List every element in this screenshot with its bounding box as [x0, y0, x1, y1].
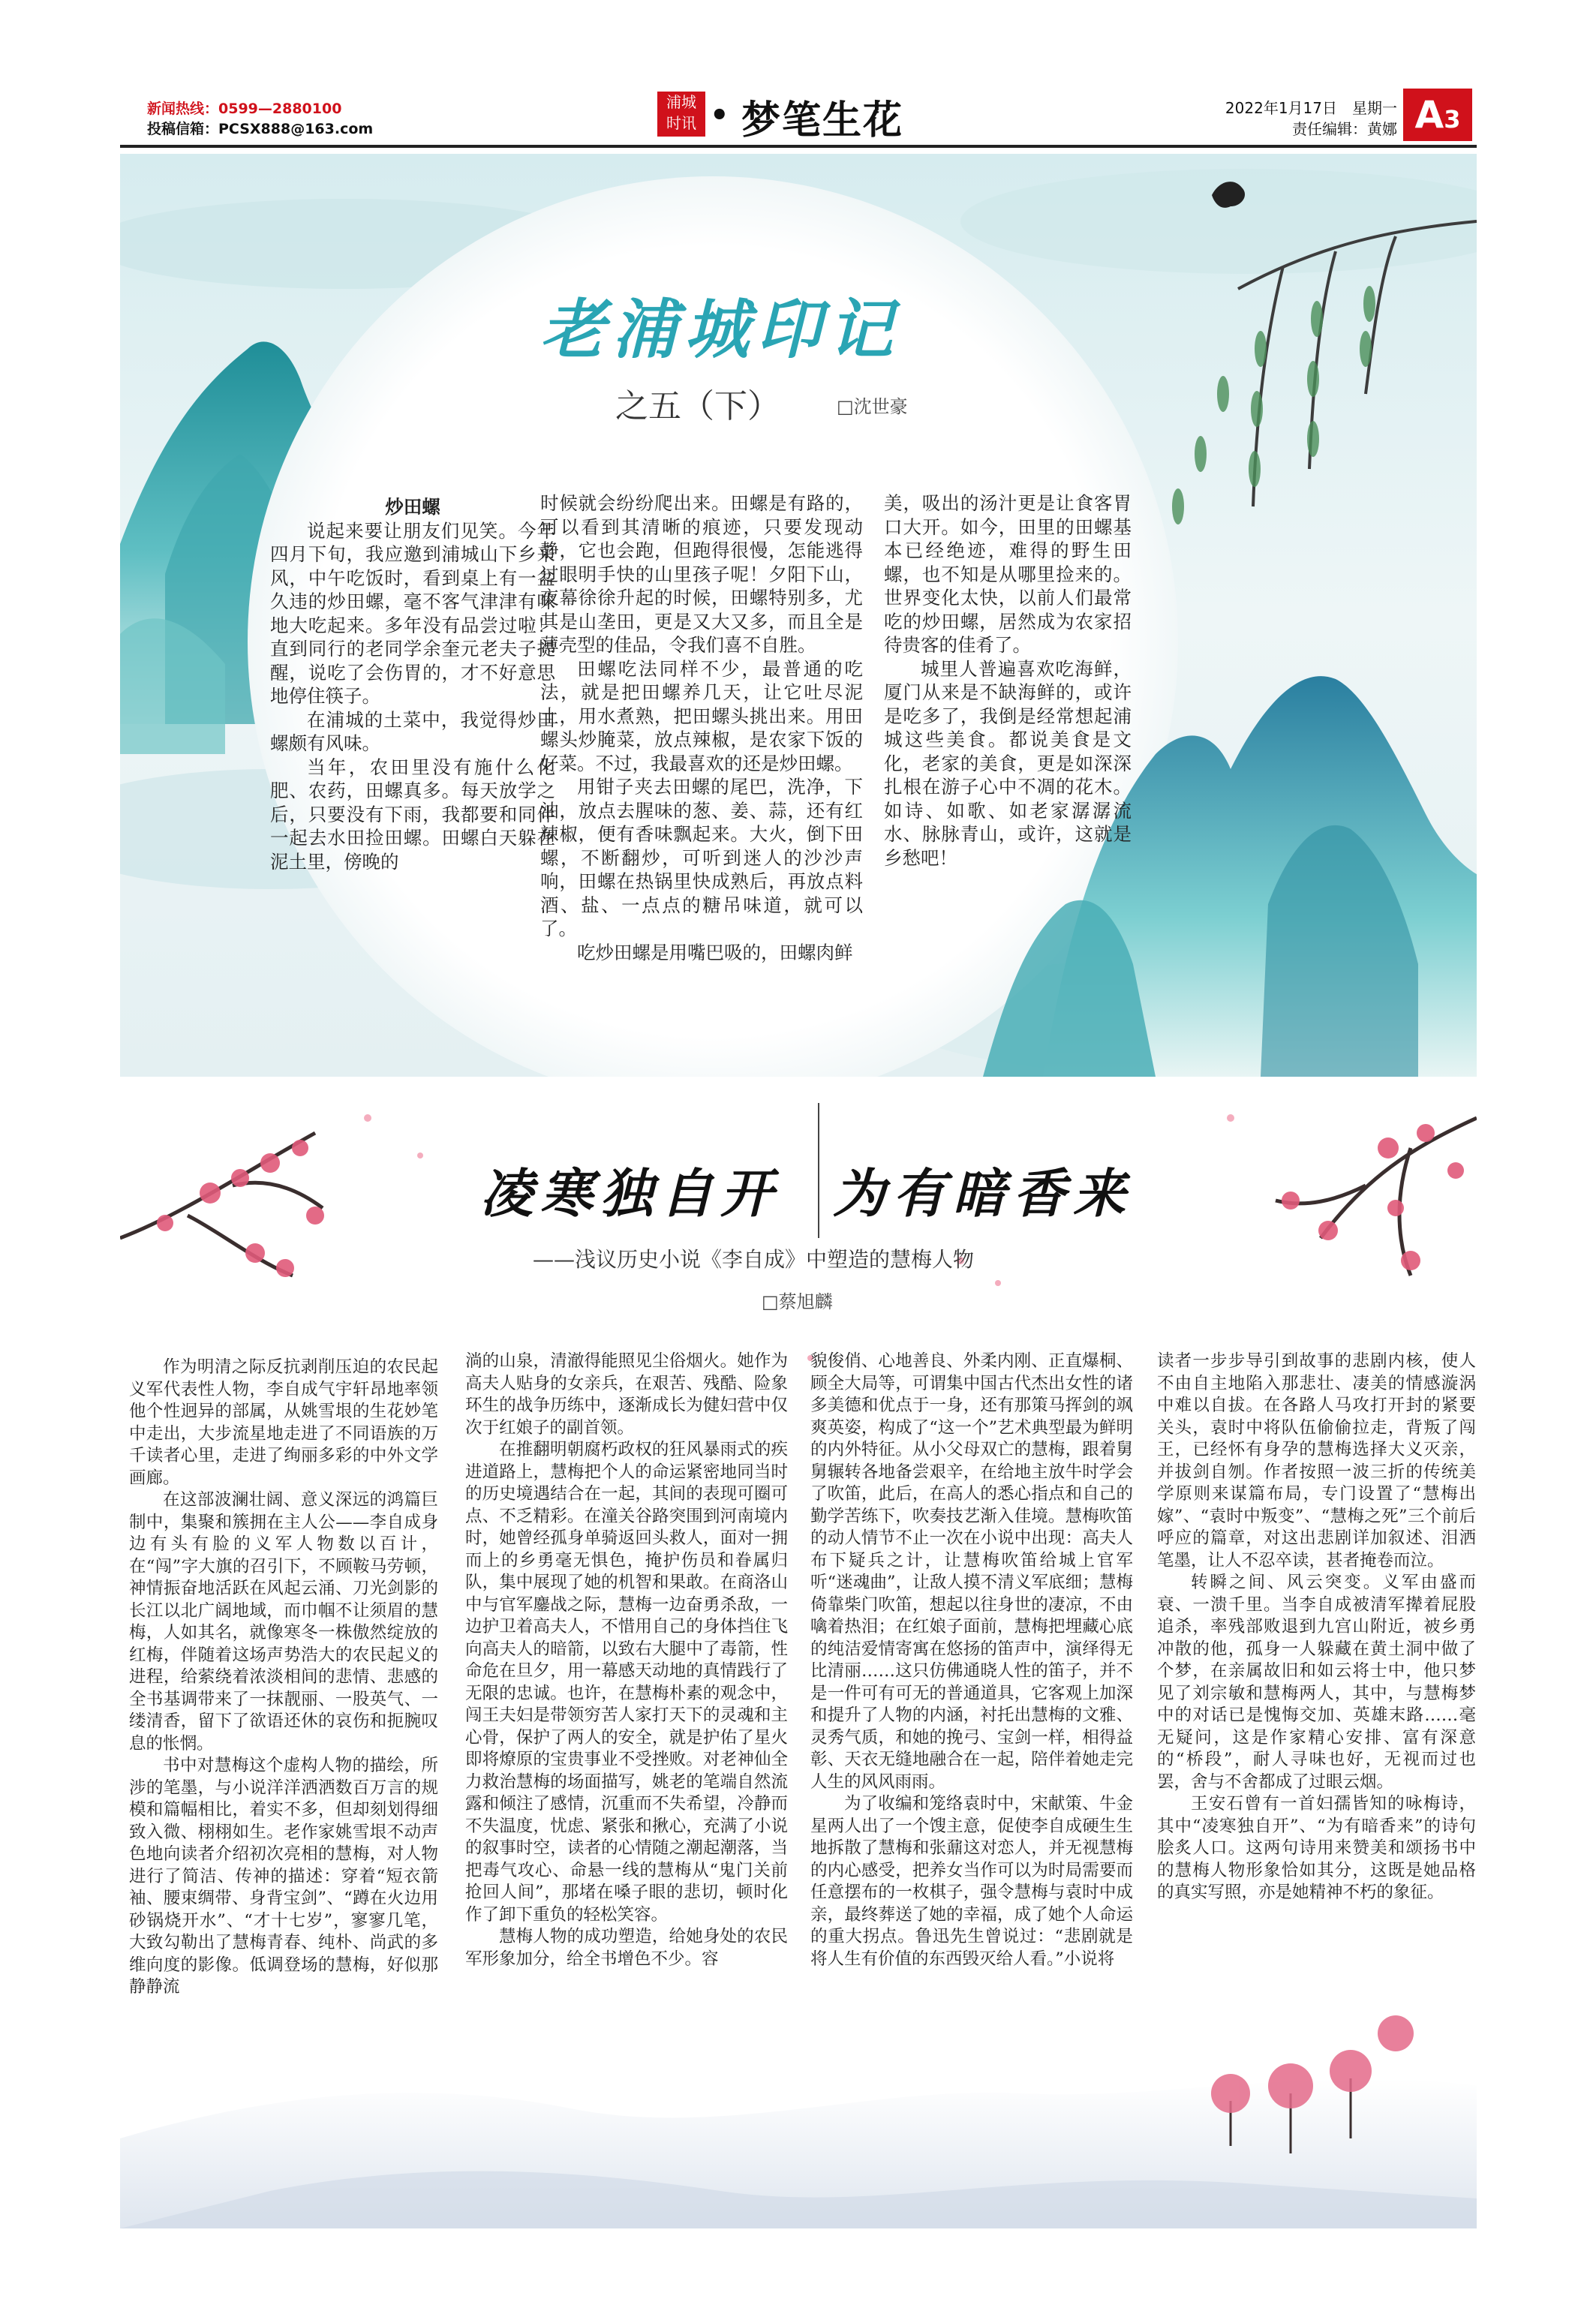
logo-line-1: 浦城 — [666, 93, 696, 111]
header-contact — [147, 99, 373, 140]
article2-subtitle: ——浅议历史小说《李自成》中塑造的慧梅人物 — [533, 1247, 975, 1272]
newspaper-logo — [657, 92, 705, 137]
article1-author: □沈世豪 — [837, 396, 908, 417]
paragraph: 在这部波澜壮阔、意义深远的鸿篇巨制中，集聚和簇拥在主人公——李自成身边有头有脸的义军人物数以百计，在“闯”字大旗的召引下，不顾鞍马劳顿，神情振奋地活跃在风起云涌、刀光剑影的长江以北广阔地域，而巾帼不让须眉的慧梅，人如其名，就像寒冬一株傲然绽放的红梅，伴随着这场声势浩大的农民起义的进程，给萦绕着浓淡相间的悲情、悲感的全书基调带来了一抹靓丽、一股英气、一缕清香，留下了欲语还休的哀伤和扼腕叹息的怅惘。 — [129, 1490, 438, 1754]
paragraph: 说起来要让朋友们见笑。今年四月下旬，我应邀到浦城山下乡采风，中午吃饭时，看到桌上有一盆久违的炒田螺，毫不客气津津有味地大吃起来。多年没有品尝过啦！直到同行的老同学余奎元老夫子提醒，说吃了会伤胃的，才不好意思地停住筷子。 — [270, 519, 555, 707]
paragraph: 貌俊俏、心地善良、外柔内刚、正直爆桐、顾全大局等，可谓集中国古代杰出女性的诸多美德和优点于一身，还有那策马挥剑的飒爽英姿，构成了“这一个”艺术典型最为鲜明的内外特征。从小父母双亡的慧梅，跟着舅舅辗转各地备尝艰辛，在给地主放牛时学会了吹笛，此后，在高人的悉心指点和自己的勤学苦练下，吹奏技艺渐入佳境。慧梅吹笛的动人情节不止一次在小说中出现：高夫人布下疑兵之计，让慧梅吹笛给城上官军听“迷魂曲”，让敌人摸不清义军底细；慧梅倚靠柴门吹笛，想起以往身世的凄凉，不由噙着热泪；在红娘子面前，慧梅把埋藏心底的纯洁爱情寄寓在悠扬的笛声中，演绎得无比清丽……这只仿佛通晓人性的笛子，并不是一件可有可无的普通道具，它客观上加深和提升了人物的内涵，衬托出慧梅的文雅、灵秀气质，和她的挽弓、宝剑一样，相得益彰、天衣无缝地融合在一起，陪伴着她走完人生的风风雨雨。 — [810, 1351, 1133, 1792]
editor-credit: 责任编辑：黄娜 — [1292, 120, 1397, 138]
paragraph: 作为明清之际反抗剥削压迫的农民起义军代表性人物，李自成气宇轩昂地率领他个性迥异的部属，从姚雪垠的生花妙笔中走出，大步流星地走进了不同语族的万千读者心里，走进了绚丽多彩的中外文学画廊。 — [129, 1357, 438, 1488]
submission-email: 投稿信箱：PCSX888@163.com — [147, 121, 374, 137]
article2-column-1 — [129, 1357, 438, 1999]
section-heading: 炒田螺 — [385, 496, 440, 518]
page-number-badge — [1403, 89, 1472, 141]
paragraph: 在浦城的土菜中，我觉得炒田螺颇有风味。 — [270, 708, 555, 754]
paragraph: 吃炒田螺是用嘴巴吸的，田螺肉鲜 — [577, 941, 853, 963]
issue-date: 2022年1月17日 星期一 — [1225, 99, 1397, 117]
article1-title: 老浦城印记 — [540, 293, 900, 368]
paragraph: 慧梅人物的成功塑造，给她身处的农民军形象加分，给全书增色不少。容 — [465, 1927, 788, 1969]
paragraph: 城里人普遍喜欢吃海鲜，厦门从来是不缺海鲜的，或许是吃多了，我倒是经常想起浦城这些美食。都说美食是文化，老家的美食，更是如深深扎根在游子心中不凋的花木。如诗、如歌、如老家潺潺流水、脉脉青山，或许，这就是乡愁吧！ — [884, 657, 1132, 869]
paragraph: 当年，农田里没有施什么化肥、农药，田螺真多。每天放学之后，只要没有下雨，我都要和同伴一起去水田捡田螺。田螺白天躲在泥土里，傍晚的 — [270, 756, 555, 873]
page-number: 3 — [1444, 105, 1461, 134]
paragraph: 在推翻明朝腐朽政权的狂风暴雨式的疾进道路上，慧梅把个人的命运紧密地同当时的历史境遇结合在一起，其间的表现可圈可点、不乏精彩。在潼关谷路突围到河南境内时，她曾经孤身单骑返回头救人，面对一拥而上的乡勇毫无惧色，掩护伤员和眷属归队，集中展现了她的机智和果敢。在商洛山中与官军鏖战之际，慧梅一边奋勇杀敌，一边护卫着高夫人，不惜用自己的身体挡住飞向高夫人的暗箭，以致右大腿中了毒箭，性命危在旦夕，用一幕感天动地的真情践行了无限的忠诚。也许，在慧梅朴素的观念中，闯王夫妇是带领穷苦人家打天下的灵魂和主心骨，保护了两人的安全，就是护佑了星火即将燎原的宝贵事业不受挫败。对老神仙全力救治慧梅的场面描写，姚老的笔端自然流露和倾注了感情，沉重而不失希望，冷静而不失温度，忧虑、紧张和揪心，充满了小说的叙事时空，读者的心情随之潮起潮落，当把毒气攻心、命悬一线的慧梅从“鬼门关前抢回人间”，那堵在嗓子眼的悲切，顿时化作了卸下重负的轻松笑容。 — [465, 1440, 788, 1925]
article2-title-part1: 凌寒独自开 — [480, 1162, 780, 1225]
header-date-block — [1201, 98, 1397, 140]
paragraph: 王安石曾有一首妇孺皆知的咏梅诗，其中“凌寒独自开”、“为有暗香来”的诗句脍炙人口。这两句诗用来赞美和颂扬书中的慧梅人物形象恰如其分，这既是她品格的真实写照，亦是她精神不朽的象征。 — [1157, 1794, 1476, 1902]
paragraph: 读者一步步导引到故事的悲剧内核，使人不由自主地陷入那悲壮、凄美的情感漩涡中难以自拔。在各路人马攻打开封的紧要关头，袁时中将队伍偷偷拉走，背叛了闯王，已经怀有身孕的慧梅选择大义灭亲，并拔剑自刎。作者按照一波三折的传统美学原则来谋篇布局，专门设置了“慧梅出嫁”、“袁时中叛变”、“慧梅之死”三个前后呼应的篇章，对这出悲剧详加叙述、泪洒笔墨，让人不忍卒读，甚者掩卷而泣。 — [1157, 1351, 1476, 1570]
article2-title-part2: 为有暗香来 — [833, 1162, 1133, 1225]
article2-author: □蔡旭麟 — [762, 1291, 833, 1312]
paragraph: 时候就会纷纷爬出来。田螺是有路的，可以看到其清晰的痕迹，只要发现动静，它也会跑，但跑得很慢，怎能逃得过眼明手快的山里孩子呢！夕阳下山，夜幕徐徐升起的时候，田螺特别多，尤其是山垄田，更是又大又多，而且全是薄壳型的佳品，令我们喜不自胜。 — [540, 492, 863, 656]
header-separator: • — [710, 98, 729, 133]
page-letter: A — [1414, 93, 1444, 137]
article1-column-1 — [270, 495, 555, 873]
article2-column-3 — [810, 1351, 1133, 1970]
header-rule — [120, 145, 1477, 148]
section-title: 梦笔生花 — [741, 98, 904, 143]
title-divider — [818, 1103, 819, 1238]
paragraph: 田螺吃法同样不少，最普通的吃法，就是把田螺养几天，让它吐尽泥土，用水煮熟，把田螺头挑出来。用田螺头炒腌菜，放点辣椒，是农家下饭的好菜。不过，我最喜欢的还是炒田螺。 — [540, 657, 863, 774]
paragraph: 用钳子夹去田螺的尾巴，洗净，下油，放点去腥味的葱、姜、蒜，还有红辣椒，便有香味飘起来。大火，倒下田螺，不断翻炒，可听到迷人的沙沙声响，田螺在热锅里快成熟后，再放点料酒、盐、一点点的糖吊味道，就可以了。 — [540, 776, 863, 939]
paragraph: 书中对慧梅这个虚构人物的描绘，所涉的笔墨，与小说洋洋洒洒数百万言的规模和篇幅相比，着实不多，但却刻划得细致入微、栩栩如生。老作家姚雪垠不动声色地向读者介绍初次亮相的慧梅，对人物进行了简洁、传神的描述：穿着“短衣箭袖、腰束绸带、身背宝剑”、“蹲在火边用砂锅烧开水”、“才十七岁”，寥寥几笔，大致勾勒出了慧梅青春、纯朴、尚武的多维向度的影像。低调登场的慧梅，好似那静静流 — [129, 1756, 438, 1997]
article1-subtitle: 之五（下） — [615, 387, 780, 425]
paragraph: 转瞬之间、风云突变。义军由盛而衰、一溃千里。当李自成被清军撵着屁股追杀，率残部败退到九宫山附近，被乡勇冲散的他，孤身一人躲藏在黄土洞中做了个梦，在亲属故旧和如云将士中，他只梦见了刘宗敏和慧梅两人，其中，与慧梅梦中的对话已是愧悔交加、英雄末路……毫无疑问，这是作家精心安排、富有深意的“桥段”，耐人寻味也好，无视而过也罢，舍与不舍都成了过眼云烟。 — [1157, 1573, 1476, 1792]
article1-column-2 — [540, 491, 863, 964]
paragraph: 淌的山泉，清澈得能照见尘俗烟火。她作为高夫人贴身的女亲兵，在艰苦、残酷、险象环生的战争历练中，逐渐成长为健妇营中仅次于红娘子的副首领。 — [465, 1351, 788, 1438]
logo-line-2: 时讯 — [666, 114, 696, 132]
article2-column-2 — [465, 1351, 788, 1970]
article1-column-3 — [884, 491, 1132, 870]
paragraph: 为了收编和笼络袁时中，宋献策、牛金星两人出了一个馊主意，促使李自成硬生生地拆散了慧梅和张鼐这对恋人，并无视慧梅的内心感受，把养女当作可以为时局需要而任意摆布的一枚棋子，强令慧梅与袁时中成亲，最终葬送了她的幸福，成了她个人命运的重大拐点。鲁迅先生曾说过：“悲剧就是将人生有价值的东西毁灭给人看。”小说将 — [810, 1794, 1133, 1969]
paragraph: 美，吸出的汤汁更是让食客胃口大开。如今，田里的田螺基本已经绝迹，难得的野生田螺，也不知是从哪里捡来的。世界变化太快，以前人们最常吃的炒田螺，居然成为农家招待贵客的佳肴了。 — [884, 492, 1132, 656]
article2-column-4 — [1157, 1351, 1476, 1904]
news-hotline: 新闻热线：0599—2880100 — [147, 101, 342, 117]
